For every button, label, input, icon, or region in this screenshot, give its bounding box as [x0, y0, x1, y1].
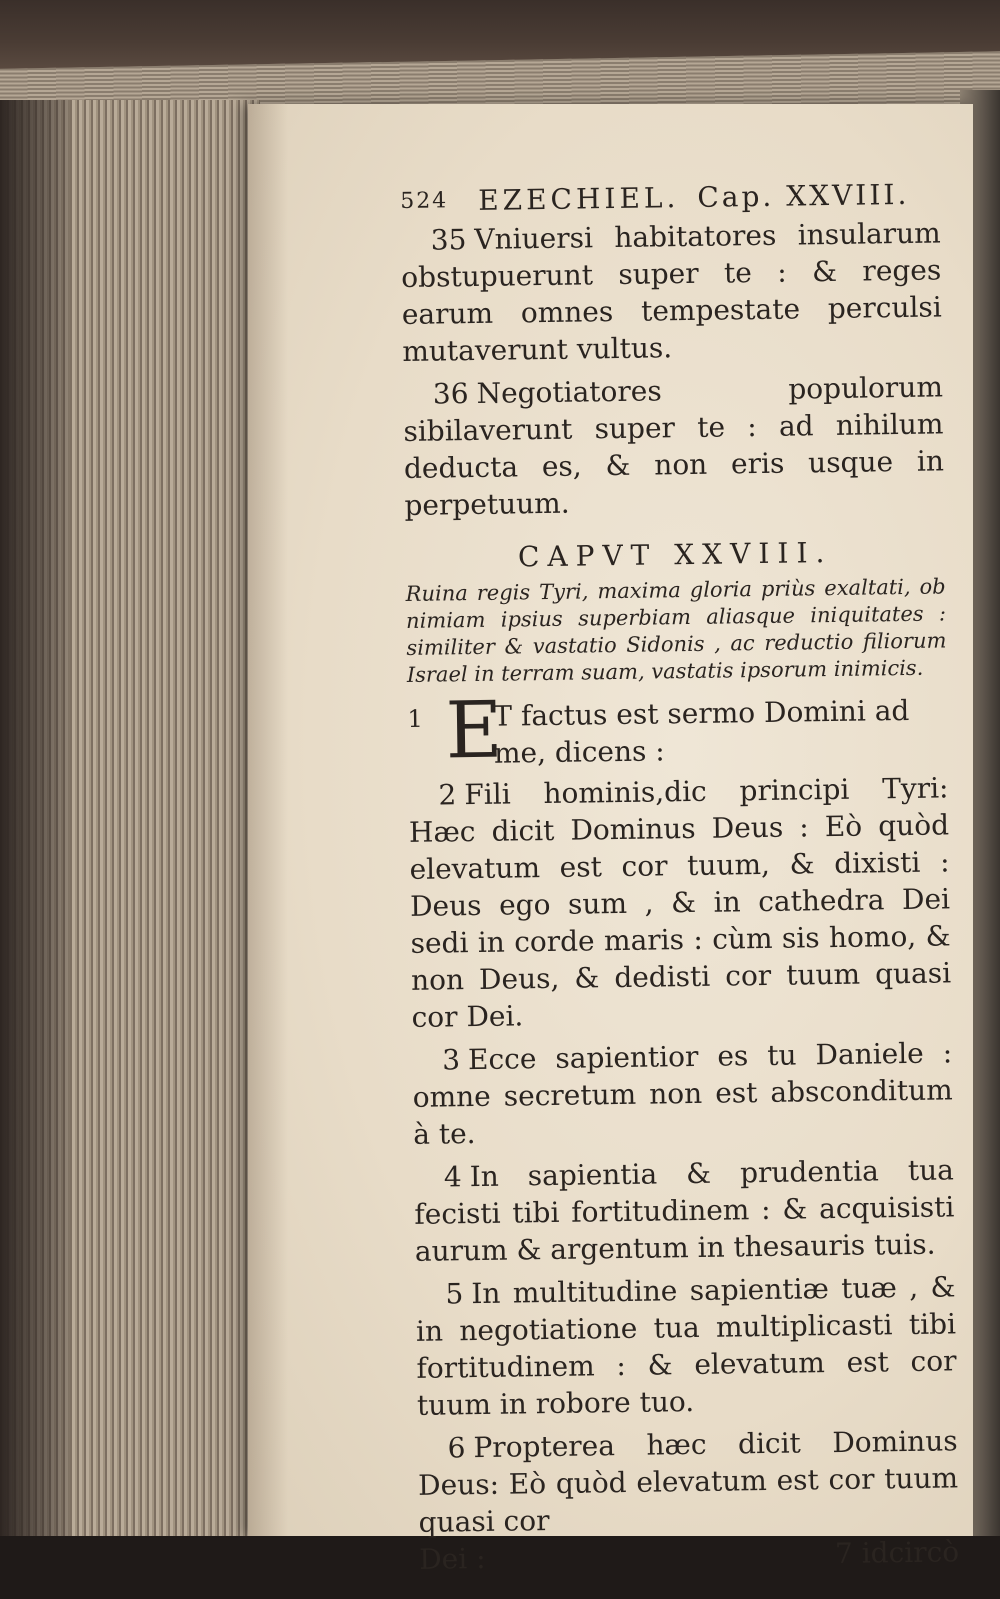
page-number: 524	[400, 188, 449, 214]
verse-number: 35	[430, 223, 467, 257]
verse-text: Negotiatores populorum sibilaverunt super te : ad nihilum deducta es, & non eris usque in perpetuum.	[403, 370, 945, 522]
verse-3	[412, 1034, 953, 1153]
verse-number: 1	[407, 704, 423, 733]
verse-text: Ecce sapientior es tu Daniele : omne secretum non est absconditum à te.	[412, 1036, 953, 1151]
verse-5	[415, 1268, 957, 1424]
chapter-title: CAPVT XXVIII.	[517, 536, 833, 574]
verse-number: 2	[438, 778, 457, 812]
left-shadow	[0, 100, 70, 1540]
verse-text: In multitudine sapientiæ tuæ , & in negotiatione tua multiplicasti tibi fortitudinem : & elevatum est cor tuum in robore tuo.	[415, 1270, 957, 1422]
verse-text: Vniuersi habitatores insularum obstupuerunt super te : & reges earum omnes tempestate perculsi mutaverunt vultus.	[401, 216, 942, 368]
drop-cap: E	[445, 685, 504, 777]
running-header	[400, 177, 940, 218]
last-line	[419, 1533, 959, 1578]
chapter-head: Cap. XXVIII.	[697, 177, 910, 214]
verse-number: 6	[447, 1431, 466, 1465]
verse-2	[408, 769, 952, 1036]
last-line-text: Dei :	[418, 1541, 486, 1576]
verse-6	[417, 1422, 958, 1541]
page-gutter-shadow	[248, 104, 288, 1536]
verse-text: Fili hominis,dic principi Tyri: Hæc dicit Dominus Deus : Eò quòd elevatum est cor tuum, & dixisti : Deus ego sum , & in cathedra Dei sedi in corde maris : cùm sis homo, & non Deus, & dedisti cor tuum quasi cor Dei.	[408, 771, 952, 1034]
verse-number: 5	[445, 1277, 464, 1311]
verse-35	[401, 214, 943, 370]
verse-number: 4	[443, 1160, 462, 1194]
verse-text: T factus est sermo Domini ad me, dicens :	[493, 693, 910, 770]
verse-1	[407, 685, 948, 777]
running-head: EZECHIEL.	[477, 181, 680, 217]
catchword: 7 idcircò	[834, 1535, 960, 1571]
verse-4	[414, 1151, 955, 1270]
page-text	[400, 177, 959, 1577]
verse-text: Propterea hæc dicit Dominus Deus: Eò quòd elevatum est cor tuum quasi cor	[417, 1424, 959, 1539]
verse-number: 36	[432, 377, 469, 411]
verse-36	[403, 368, 945, 524]
chapter-summary: Ruina regis Tyri, maxima gloria priùs exaltati, ob nimiam ipsius superbiam aliasque iniquitates : similiter & vastatio Sidonis , ac reductio filiorum Israel in terram suam, vastatis ipsorum inimicis.	[405, 574, 947, 687]
verse-number: 3	[441, 1043, 461, 1077]
verse-text: In sapientia & prudentia tua fecisti tibi fortitudinem : & acquisisti aurum & argentum in thesauris tuis.	[414, 1153, 955, 1268]
